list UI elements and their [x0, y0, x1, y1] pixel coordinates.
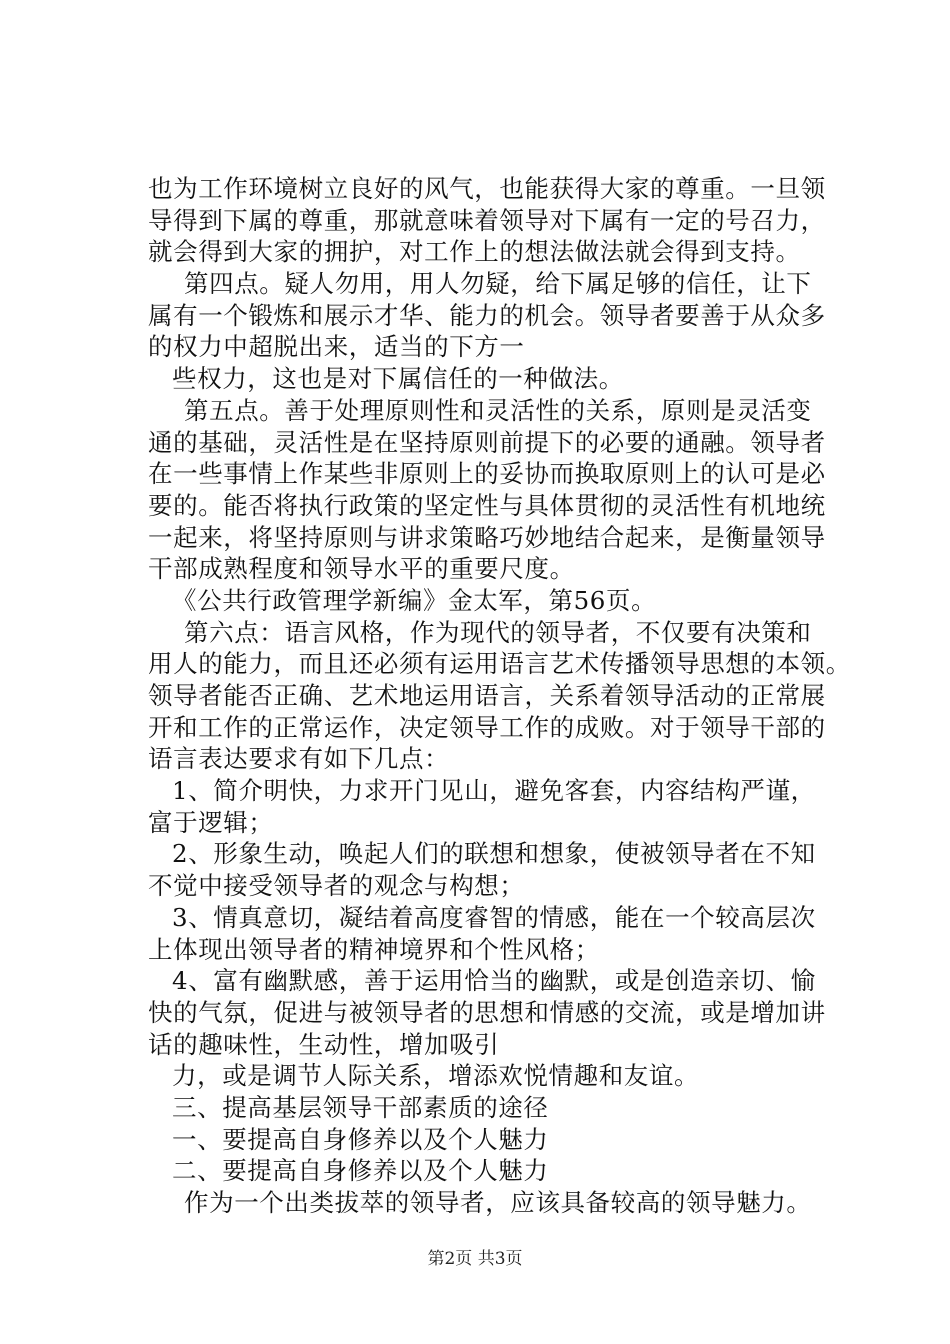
text-line: 也为工作环境树立良好的风气，也能获得大家的尊重。一旦领	[148, 174, 826, 203]
text-line: 语言表达要求有如下几点：	[148, 744, 450, 774]
text-line: 的权力中超脱出来，适当的下方一	[148, 332, 525, 362]
subsection-heading: 二、要提高自身修养以及个人魅力	[172, 1156, 549, 1186]
subsection-heading: 一、要提高自身修养以及个人魅力	[172, 1124, 549, 1154]
text-line: 用人的能力，而且还必须有运用语言艺术传播领导思想的本领。	[148, 649, 851, 679]
text-line: 第四点。疑人勿用，用人勿疑，给下属足够的信任，让下	[184, 269, 812, 299]
text-line: 就会得到大家的拥护，对工作上的想法做法就会得到支持。	[148, 237, 801, 267]
text-line: 导得到下属的尊重，那就意味着领导对下属有一定的号召力，	[148, 205, 826, 235]
text-line: 上体现出领导者的精神境界和个性风格；	[148, 934, 600, 964]
text-line: 第六点：语言风格，作为现代的领导者，不仅要有决策和	[184, 617, 812, 647]
text-line: 开和工作的正常运作，决定领导工作的成败。对于领导干部的	[148, 712, 826, 742]
text-line: 领导者能否正确、艺术地运用语言，关系着领导活动的正常展	[148, 681, 826, 710]
text-line: 要的。能否将执行政策的坚定性与具体贯彻的灵活性有机地统	[148, 490, 826, 520]
text-line: 干部成熟程度和领导水平的重要尺度。	[148, 554, 575, 584]
text-line: 话的趣味性，生动性，增加吸引	[148, 1029, 500, 1059]
text-line: 些权力，这也是对下属信任的一种做法。	[172, 364, 624, 394]
list-item: 4、富有幽默感，善于运用恰当的幽默，或是创造亲切、愉	[172, 966, 816, 996]
text-line: 快的气氛，促进与被领导者的思想和情感的交流，或是增加讲	[148, 997, 826, 1027]
text-line: 一起来，将坚持原则与讲求策略巧妙地结合起来，是衡量领导	[148, 522, 826, 552]
text-line: 富于逻辑；	[148, 807, 274, 837]
list-item: 3、情真意切，凝结着高度睿智的情感，能在一个较高层次	[172, 902, 816, 932]
text-line: 作为一个出类拔萃的领导者，应该具备较高的领导魅力。	[184, 1188, 812, 1217]
text-line: 属有一个锻炼和展示才华、能力的机会。领导者要善于从众多	[148, 300, 826, 330]
page-number-footer: 第2页 共3页	[427, 1249, 523, 1269]
text-line: 不觉中接受领导者的观念与构想；	[148, 871, 525, 901]
section-heading: 三、提高基层领导干部素质的途径	[172, 1092, 549, 1122]
list-item: 1、简介明快，力求开门见山，避免客套，内容结构严谨，	[172, 776, 816, 806]
citation-line: 《公共行政管理学新编》金太军，第56页。	[172, 585, 657, 615]
document-body	[148, 173, 851, 1219]
text-line: 第五点。善于处理原则性和灵活性的关系，原则是灵活变	[184, 395, 812, 425]
list-item: 2、形象生动，唤起人们的联想和想象，使被领导者在不知	[172, 839, 816, 869]
text-line: 力，或是调节人际关系，增添欢悦情趣和友谊。	[172, 1061, 700, 1091]
text-line: 在一些事情上作某些非原则上的妥协而换取原则上的认可是必	[148, 459, 826, 489]
text-line: 通的基础，灵活性是在坚持原则前提下的必要的通融。领导者	[148, 427, 826, 457]
